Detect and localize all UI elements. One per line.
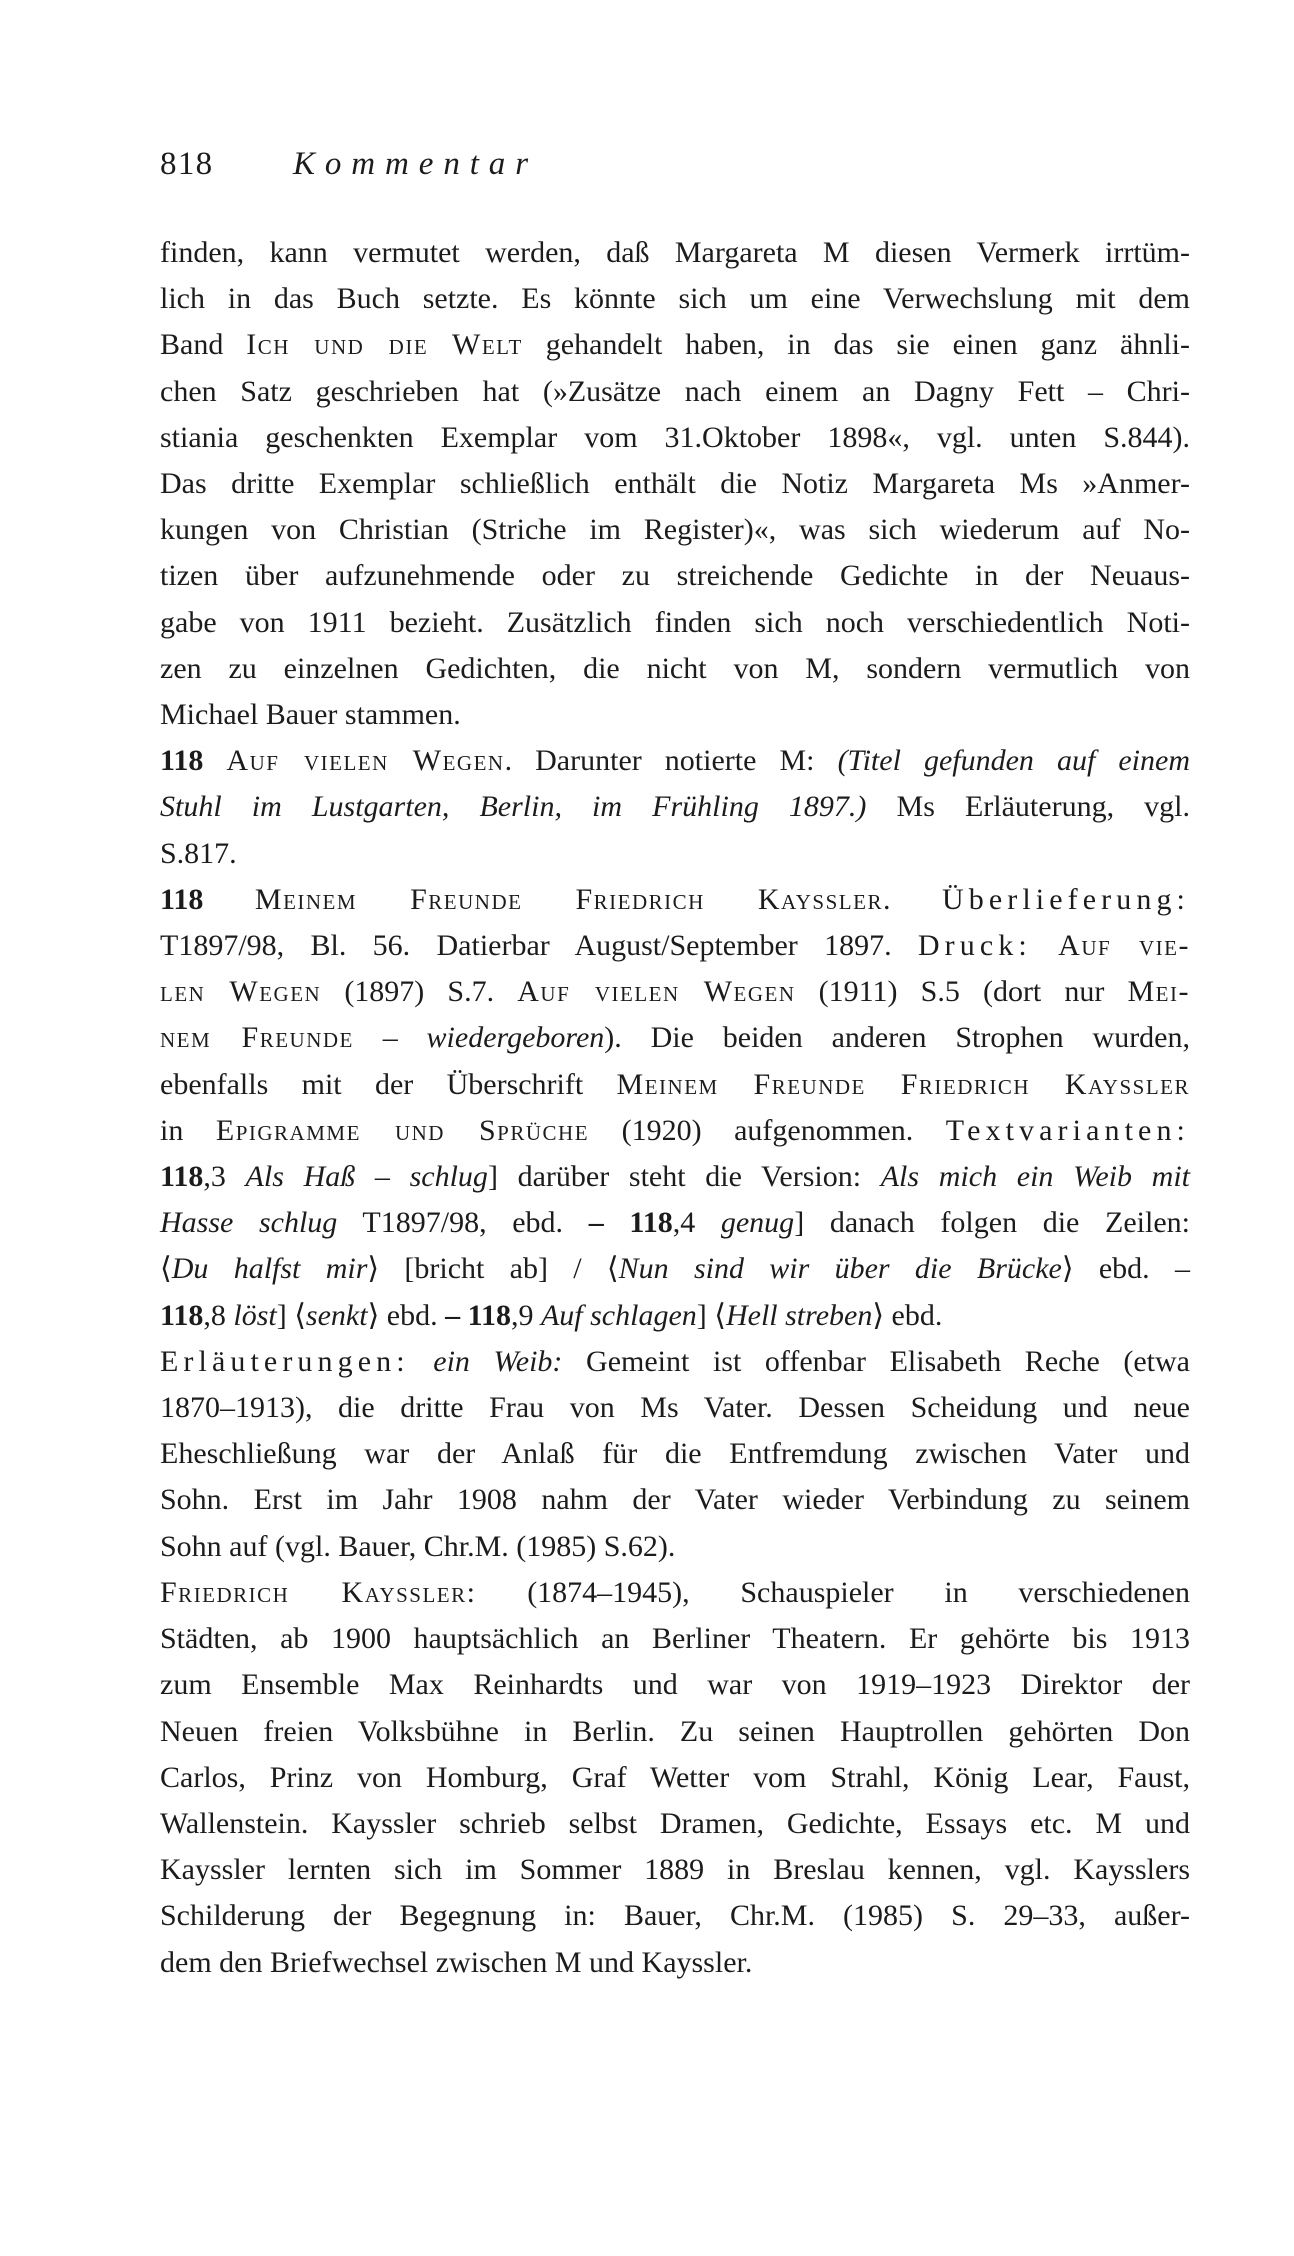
text-segment-rm: chen Satz geschrieben hat (»Zusätze nach einem an Dagny Fett – Chri- (160, 374, 1190, 408)
text-line (160, 831, 1190, 877)
text-segment-b: – 118 (445, 1298, 511, 1332)
text-line (160, 1801, 1190, 1847)
text-segment-rm: Das dritte Exemplar schließlich enthält die Notiz Margareta Ms »Anmer- (160, 467, 1190, 501)
text-segment-rm: (1920) aufgenommen. (589, 1113, 946, 1147)
text-segment-rm: ,3 (203, 1160, 246, 1194)
text-segment-sc: Auf vielen Wegen (226, 744, 505, 778)
text-line (160, 415, 1190, 461)
text-segment-rm: ] danach folgen die Zeilen: (794, 1206, 1190, 1240)
commentary-text-block (160, 230, 1190, 1986)
text-segment-rm: kungen von Christian (Striche im Register)«, was sich wiederum auf No- (160, 513, 1190, 547)
text-line (160, 1616, 1190, 1662)
text-segment-it: Nun sind wir über die Brücke (618, 1252, 1062, 1286)
text-line (160, 1385, 1190, 1431)
text-line (160, 600, 1190, 646)
text-segment-b: 118 (160, 1298, 204, 1332)
text-line (160, 507, 1190, 553)
text-line (160, 1200, 1190, 1246)
text-segment-rm: Band (160, 328, 247, 362)
text-line (160, 1893, 1190, 1939)
text-segment-rm: ). Die beiden anderen Strophen wurden, (604, 1021, 1190, 1055)
text-segment-it: senkt (305, 1298, 368, 1332)
text-segment-rm: ] darüber steht die Version: (487, 1160, 881, 1194)
text-segment-rm: ,9 (510, 1298, 541, 1332)
text-segment-sc: Mei- (1127, 975, 1190, 1009)
text-line (160, 1108, 1190, 1154)
text-segment-rm: gabe von 1911 bezieht. Zusätzlich finden sich noch verschiedentlich Noti- (160, 605, 1190, 639)
text-segment-sc: Meinem Freunde Friedrich Kayssler (616, 1067, 1190, 1101)
page-header (160, 146, 1190, 190)
text-segment-rm: S.817. (160, 836, 237, 870)
text-segment-rm: ,4 (672, 1206, 721, 1240)
text-line (160, 461, 1190, 507)
text-segment-sc: Friedrich Kayssler: (160, 1575, 477, 1609)
text-segment-rm: (1897) S.7. (321, 975, 518, 1009)
text-segment-rm: ] ⟨ (276, 1298, 306, 1332)
text-segment-rm: Schilderung der Begegnung in: Bauer, Chr.M. (1985) S. 29–33, außer- (160, 1899, 1190, 1933)
text-line (160, 738, 1190, 784)
text-line (160, 230, 1190, 276)
text-segment-sc: Auf vie- (1058, 929, 1190, 963)
text-segment-it: (Titel gefunden auf einem (837, 744, 1190, 778)
text-segment-rm: (1874–1945), Schauspieler in verschiedenen (476, 1575, 1190, 1609)
text-segment-sc: len Wegen (160, 975, 322, 1009)
text-segment-rm: ,8 (203, 1298, 234, 1332)
text-segment-sp: Überlieferung: (942, 882, 1190, 916)
text-line (160, 553, 1190, 599)
text-segment-b: 118 (160, 1160, 204, 1194)
running-title: Kommentar (293, 146, 538, 182)
text-segment-it: Hasse schlug (160, 1206, 338, 1240)
text-segment-rm: ⟩ ebd. (872, 1298, 943, 1332)
text-segment-rm: Gemeint ist offenbar Elisabeth Reche (etwa (562, 1344, 1190, 1378)
text-segment-it: genug (720, 1206, 795, 1240)
text-segment-b: 118 (160, 744, 227, 778)
text-segment-rm: dem den Briefwechsel zwischen M und Kayssler. (160, 1945, 753, 1979)
text-line (160, 692, 1190, 738)
text-segment-rm: ⟩ ebd. (367, 1298, 446, 1332)
text-segment-rm: . Darunter notierte M: (504, 744, 838, 778)
page-number: 818 (160, 146, 214, 182)
text-segment-rm: T1897/98, ebd. (337, 1206, 589, 1240)
text-line (160, 369, 1190, 415)
text-line (160, 784, 1190, 830)
text-segment-rm: ] ⟨ (696, 1298, 726, 1332)
text-segment-rm: (1911) S.5 (dort nur (795, 975, 1128, 1009)
text-line (160, 1940, 1190, 1986)
text-segment-it: Als Haß – schlug (245, 1160, 488, 1194)
text-line (160, 1154, 1190, 1200)
text-line (160, 1062, 1190, 1108)
text-segment-rm: Neuen freien Volksbühne in Berlin. Zu seinen Hauptrollen gehörten Don (160, 1714, 1190, 1748)
text-segment-it: Stuhl im Lustgarten, Berlin, im Frühling 1897.) (160, 790, 867, 824)
text-segment-rm: gehandelt haben, in das sie einen ganz ähnli- (522, 328, 1190, 362)
text-segment-it: Du halfst mir (171, 1252, 368, 1286)
text-segment-rm: zen zu einzelnen Gedichten, die nicht von M, sondern vermutlich von (160, 651, 1190, 685)
text-line (160, 1477, 1190, 1523)
text-segment-rm: Carlos, Prinz von Homburg, Graf Wetter vom Strahl, König Lear, Faust, (160, 1760, 1190, 1794)
text-segment-sc: Meinem Freunde Friedrich Kayssler (254, 882, 883, 916)
text-line (160, 276, 1190, 322)
text-segment-sp: Erläuterungen: (160, 1344, 410, 1378)
text-line (160, 969, 1190, 1015)
text-line (160, 877, 1190, 923)
text-segment-rm: ebenfalls mit der Überschrift (160, 1067, 617, 1101)
text-line (160, 1847, 1190, 1893)
text-segment-rm: ⟩ ebd. – (1061, 1252, 1190, 1286)
text-segment-rm: Städten, ab 1900 hauptsächlich an Berliner Theatern. Er gehörte bis 1913 (160, 1622, 1190, 1656)
text-segment-rm: ⟨ (160, 1252, 172, 1286)
text-segment-rm: in (160, 1113, 216, 1147)
text-line (160, 1755, 1190, 1801)
text-segment-rm: Kayssler lernten sich im Sommer 1889 in Breslau kennen, vgl. Kaysslers (160, 1853, 1190, 1887)
text-segment-rm: stiania geschenkten Exemplar vom 31.Oktober 1898«, vgl. unten S.844). (160, 420, 1190, 454)
text-segment-b: 118 (160, 882, 255, 916)
text-segment-rm: lich in das Buch setzte. Es könnte sich um eine Verwechslung mit dem (160, 282, 1190, 316)
text-segment-rm (1032, 929, 1058, 962)
text-segment-rm: Sohn. Erst im Jahr 1908 nahm der Vater wieder Verbindung zu seinem (160, 1483, 1190, 1517)
text-segment-sp: Druck: (917, 929, 1032, 963)
text-segment-rm: finden, kann vermutet werden, daß Margareta M diesen Vermerk irrtüm- (160, 236, 1190, 269)
text-segment-rm: Sohn auf (vgl. Bauer, Chr.M. (1985) S.62). (160, 1529, 676, 1563)
text-segment-it: Auf schlagen (540, 1298, 697, 1332)
text-segment-sc: Epigramme und Sprüche (215, 1113, 590, 1147)
text-segment-rm: Michael Bauer stammen. (160, 698, 461, 732)
text-segment-b: – 118 (588, 1206, 673, 1240)
text-segment-rm: T1897/98, Bl. 56. Datierbar August/September 1897. (160, 929, 918, 963)
text-segment-sc: Auf vielen Wegen (517, 975, 796, 1009)
text-segment-rm: zum Ensemble Max Reinhardts und war von 1919–1923 Direktor der (160, 1668, 1190, 1702)
text-segment-it: wiedergeboren (426, 1021, 605, 1055)
text-segment-rm: . (882, 882, 942, 916)
text-segment-rm: ⟩ [bricht ab] / ⟨ (367, 1252, 619, 1286)
text-line (160, 1339, 1190, 1385)
text-segment-rm (410, 1345, 434, 1378)
text-segment-rm: 1870–1913), die dritte Frau von Ms Vater. Dessen Scheidung und neue (160, 1391, 1190, 1425)
text-segment-sc: nem Freunde (160, 1021, 354, 1055)
text-line (160, 1524, 1190, 1570)
text-segment-rm: Ms Erläuterung, vgl. (866, 790, 1190, 824)
text-segment-rm: Wallenstein. Kayssler schrieb selbst Dramen, Gedichte, Essays etc. M und (160, 1806, 1190, 1840)
text-line (160, 1293, 1190, 1339)
text-segment-sc: Ich und die Welt (246, 328, 523, 362)
text-line (160, 646, 1190, 692)
text-line (160, 1662, 1190, 1708)
text-segment-it: löst (233, 1298, 277, 1332)
text-segment-rm: Eheschließung war der Anlaß für die Entfremdung zwischen Vater und (160, 1437, 1190, 1471)
text-segment-it: ein Weib: (433, 1344, 563, 1378)
text-line (160, 1246, 1190, 1292)
text-segment-rm: tizen über aufzunehmende oder zu streichende Gedichte in der Neuaus- (160, 559, 1190, 593)
text-line (160, 1431, 1190, 1477)
text-line (160, 1570, 1190, 1616)
text-segment-sp: Textvarianten: (945, 1113, 1190, 1147)
text-line (160, 1015, 1190, 1061)
text-line (160, 923, 1190, 969)
text-line (160, 1709, 1190, 1755)
text-segment-rm: – (353, 1021, 427, 1055)
text-line (160, 322, 1190, 368)
text-segment-it: Hell streben (725, 1298, 873, 1332)
text-segment-it: Als mich ein Weib mit (880, 1160, 1190, 1194)
